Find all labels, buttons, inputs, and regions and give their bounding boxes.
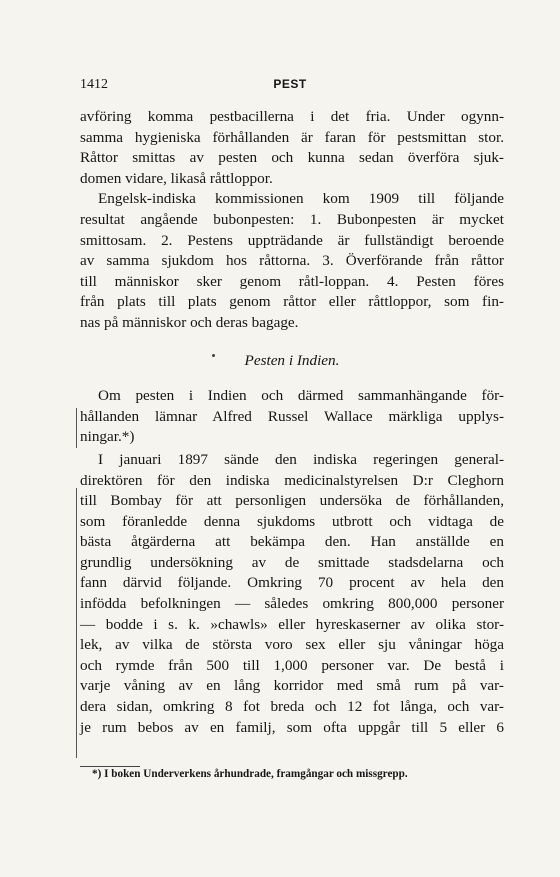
text-line: grundlig undersökning av de smittade stadsdelarna och bbox=[80, 553, 504, 571]
paragraph-2 bbox=[80, 189, 504, 333]
text-line: resultat angående bubonpesten: 1. Bubonpesten är mycket bbox=[80, 210, 504, 228]
page-header bbox=[80, 77, 500, 95]
text-line: Engelsk-indiska kommissionen kom 1909 till följande bbox=[98, 190, 504, 208]
page-number: 1412 bbox=[80, 77, 108, 92]
text-line: direktören för den indiska medicinalstyrelsen D:r Cleghorn bbox=[80, 471, 504, 489]
paragraph-3 bbox=[80, 386, 504, 448]
margin-mark bbox=[76, 488, 77, 758]
page-body bbox=[80, 107, 504, 738]
section-heading: Pesten i Indien. bbox=[244, 351, 340, 369]
text-line: avföring komma pestbacillerna i det fria. Under ogynn- bbox=[80, 108, 504, 125]
text-line: smittosam. 2. Pestens uppträdande är fullständigt beroende bbox=[80, 231, 504, 249]
text-line: till människor sker genom råtl-loppan. 4. Pesten föres bbox=[80, 272, 504, 290]
running-head: PEST bbox=[273, 77, 307, 91]
text-line: samma hygieniska förhållanden är faran för pestsmittan stor. bbox=[80, 128, 504, 146]
footnote-rule bbox=[80, 766, 140, 767]
text-line: fann därvid följande. Omkring 70 procent av hela den bbox=[80, 574, 504, 592]
text-line: och rymde från 500 till 1,000 personer var. De bestå i bbox=[80, 656, 504, 674]
text-line: je rum bebos av en familj, som ofta uppgår till 5 eller 6 bbox=[80, 718, 504, 736]
text-line: Råttor smittas av pesten och kunna sedan överföra sjuk- bbox=[80, 149, 504, 167]
text-line: bästa åtgärderna att bekämpa den. Han anställde en bbox=[80, 533, 504, 551]
text-line: ningar.*) bbox=[80, 428, 135, 446]
paragraph-4 bbox=[80, 450, 504, 738]
text-line: Om pesten i Indien och därmed sammanhängande för- bbox=[98, 387, 504, 405]
text-line: som föranledde denna sjukdoms utbrott och vidtaga de bbox=[80, 512, 504, 530]
text-line: — bodde i s. k. »chawls» eller hyreskaserner av olika stor- bbox=[80, 615, 504, 633]
paragraph-1 bbox=[80, 107, 504, 189]
footnote: *) I boken Underverkens århundrade, framgångar och missgrepp. bbox=[92, 768, 408, 780]
text-line: varje våning av en lång korridor med små rum på var- bbox=[80, 677, 504, 695]
margin-mark bbox=[76, 408, 77, 448]
text-line: nas på människor och deras bagage. bbox=[80, 313, 299, 331]
text-line: domen vidare, likaså råttloppor. bbox=[80, 169, 273, 187]
text-line: av samma sjukdom hos råttorna. 3. Överförande från råttor bbox=[80, 252, 504, 270]
text-line: dera sidan, omkring 8 fot breda och 12 fot långa, och var- bbox=[80, 698, 504, 716]
ink-speck bbox=[212, 354, 215, 357]
text-line: I januari 1897 sände den indiska regeringen general- bbox=[98, 450, 504, 468]
text-line: hållanden lämnar Alfred Russel Wallace märkliga upplys- bbox=[80, 407, 504, 425]
text-line: lek, av vilka de största voro sex eller sju våningar höga bbox=[80, 636, 504, 654]
text-line: från plats till plats genom råttor eller råttloppor, som fin- bbox=[80, 293, 504, 311]
text-line: till Bombay för att personligen undersöka de förhållanden, bbox=[80, 492, 504, 510]
text-line: infödda befolkningen — således omkring 800,000 personer bbox=[80, 595, 504, 613]
